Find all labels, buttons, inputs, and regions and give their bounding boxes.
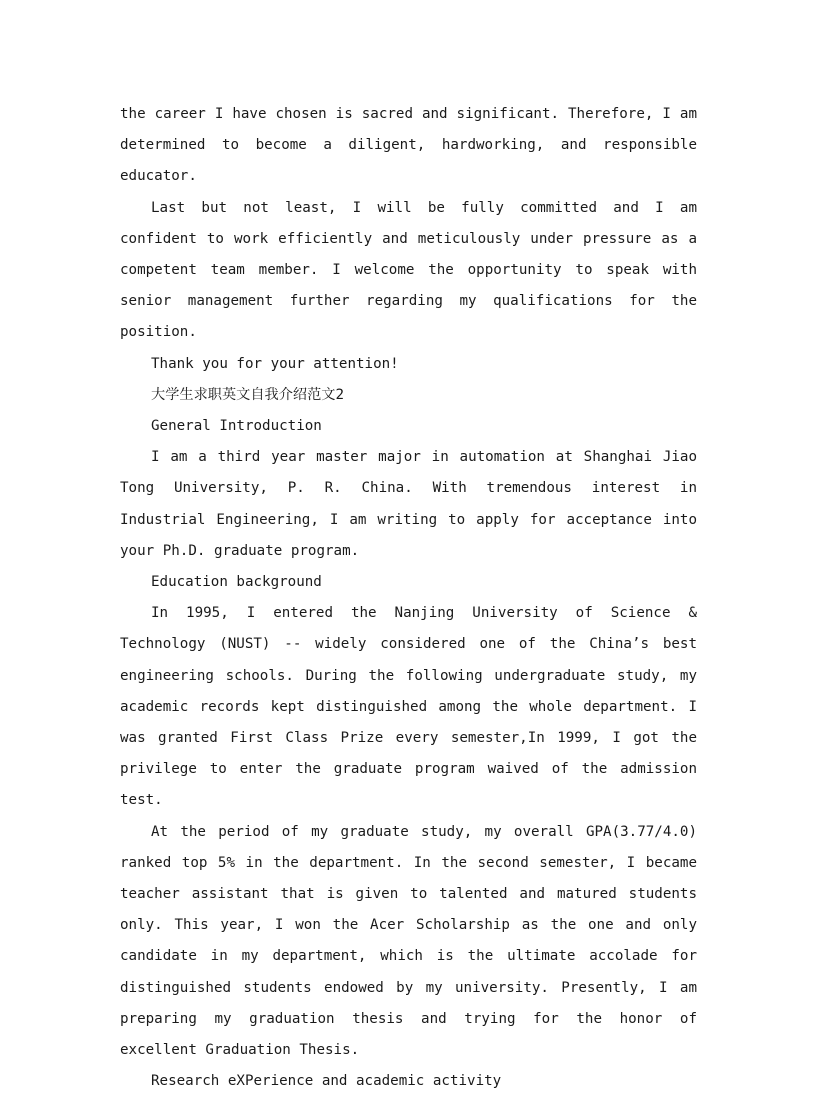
body-text bbox=[120, 99, 697, 1098]
paragraph-undergraduate: In 1995, I entered the Nanjing University of Science & Technology (NUST) -- widely considered one of the China’s best engineering schools. During the following undergraduate study, my academic records kept distinguished among the whole department. I was granted First Class Prize every semester,In 1999, I got the privilege to enter the graduate program waived of the admission test. bbox=[120, 605, 697, 809]
paragraph-career-conclusion: the career I have chosen is sacred and significant. Therefore, I am determined to become a diligent, hardworking, and responsible educator. bbox=[120, 106, 697, 185]
heading-general-introduction: General Introduction bbox=[151, 418, 322, 435]
heading-research-experience: Research eXPerience and academic activity bbox=[151, 1073, 502, 1090]
heading-education-background: Education background bbox=[151, 574, 322, 591]
paragraph-introduction: I am a third year master major in automation at Shanghai Jiao Tong University, P. R. China. With tremendous interest in Industrial Engineering, I am writing to apply for acceptance into your Ph.D. graduate program. bbox=[120, 449, 697, 559]
paragraph-commitment: Last but not least, I will be fully committed and I am confident to work efficiently and meticulously under pressure as a competent team member. I welcome the opportunity to speak with senior management further regarding my qualifications for the position. bbox=[120, 199, 697, 341]
section-title-sample-2: 大学生求职英文自我介绍范文2 bbox=[151, 386, 344, 403]
paragraph-thanks: Thank you for your attention! bbox=[151, 355, 399, 372]
paragraph-graduate-study: At the period of my graduate study, my overall GPA(3.77/4.0) ranked top 5% in the department. In the second semester, I became teacher assistant that is given to talented and matured students only. This year, I won the Acer Scholarship as the one and only candidate in my department, which is the ultimate accolade for distinguished students endowed by my university. Presently, I am preparing my graduation thesis and trying for the honor of excellent Graduation Thesis. bbox=[120, 823, 697, 1059]
